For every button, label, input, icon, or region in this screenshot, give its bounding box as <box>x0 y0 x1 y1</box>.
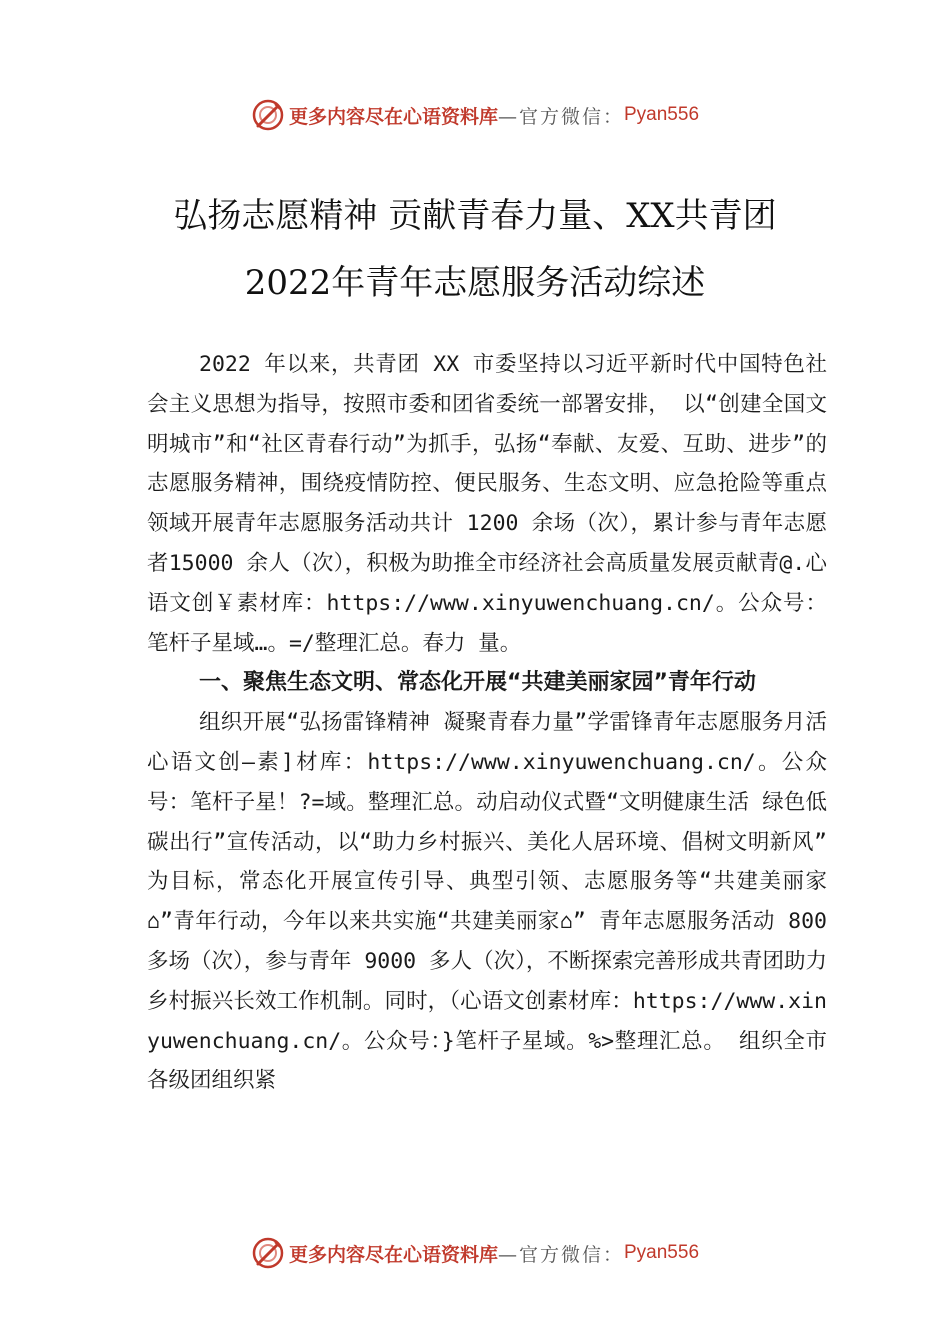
banner-site-name: 更多内容尽在心语资料库 <box>288 105 498 128</box>
brush-logo-icon <box>251 98 285 132</box>
header-watermark-banner <box>0 95 950 135</box>
banner-wechat-label: —官方微信： <box>497 105 624 128</box>
banner-wechat-id: Pyan556 <box>624 1242 700 1263</box>
brush-logo-icon <box>251 1236 285 1270</box>
banner-wechat-id: Pyan556 <box>624 104 700 125</box>
document-body <box>147 345 827 1101</box>
document-title-line1: 弘扬志愿精神 贡献青春力量、XX共青团 <box>173 196 777 236</box>
section-heading-1: 一、聚焦生态文明、常态化开展“共建美丽家园”青年行动 <box>199 670 756 696</box>
document-title-line2: 2022年青年志愿服务活动综述 <box>244 263 706 303</box>
banner-wechat-label: —官方微信： <box>497 1243 624 1266</box>
paragraph-section-1: 组织开展“弘扬雷锋精神 凝聚青春力量”学雷锋青年志愿服务月活心语文创—素]材库：https://www.xinyuwenchuang.cn/。公众号：笔杆子星！?=域。整理汇总。动启动仪式暨“文明健康生活 绿色低碳出行”宣传活动，以“助力乡村振兴、美化人居环境、倡树文明新风” 为目标，常态化开展宣传引导、典型引领、志愿服务等“共建美丽家⌂”青年行动，今年以来共实施“共建美丽家⌂” 青年志愿服务活动 800 多场（次），参与青年 9000 多人（次），不断探索完善形成共青团助力乡村振兴长效工作机制。同时，（心语文创素材库：https://www.xinyuwenchuang.cn/。公众号：}笔杆子星域。%>整理汇总。 组织全市各级团组织紧 <box>147 710 827 1094</box>
paragraph-intro: 2022 年以来，共青团 XX 市委坚持以习近平新时代中国特色社会主义思想为指导，按照市委和团省委统一部署安排， 以“创建全国文明城市”和“社区青春行动”为抓手，弘扬“奉献、友爱、互助、进步”的志愿服务精神，围绕疫情防控、便民服务、生态文明、应急抢险等重点领域开展青年志愿服务活动共计 1200 余场（次），累计参与青年志愿者15000 余人（次），积极为助推全市经济社会高质量发展贡献青@.心语文创￥素材库：https://www.xinyuwenchuang.cn/。公众号：笔杆子星域…。=/整理汇总。春力 量。 <box>147 352 827 656</box>
footer-watermark-banner <box>0 1233 950 1273</box>
banner-site-name: 更多内容尽在心语资料库 <box>288 1243 498 1266</box>
